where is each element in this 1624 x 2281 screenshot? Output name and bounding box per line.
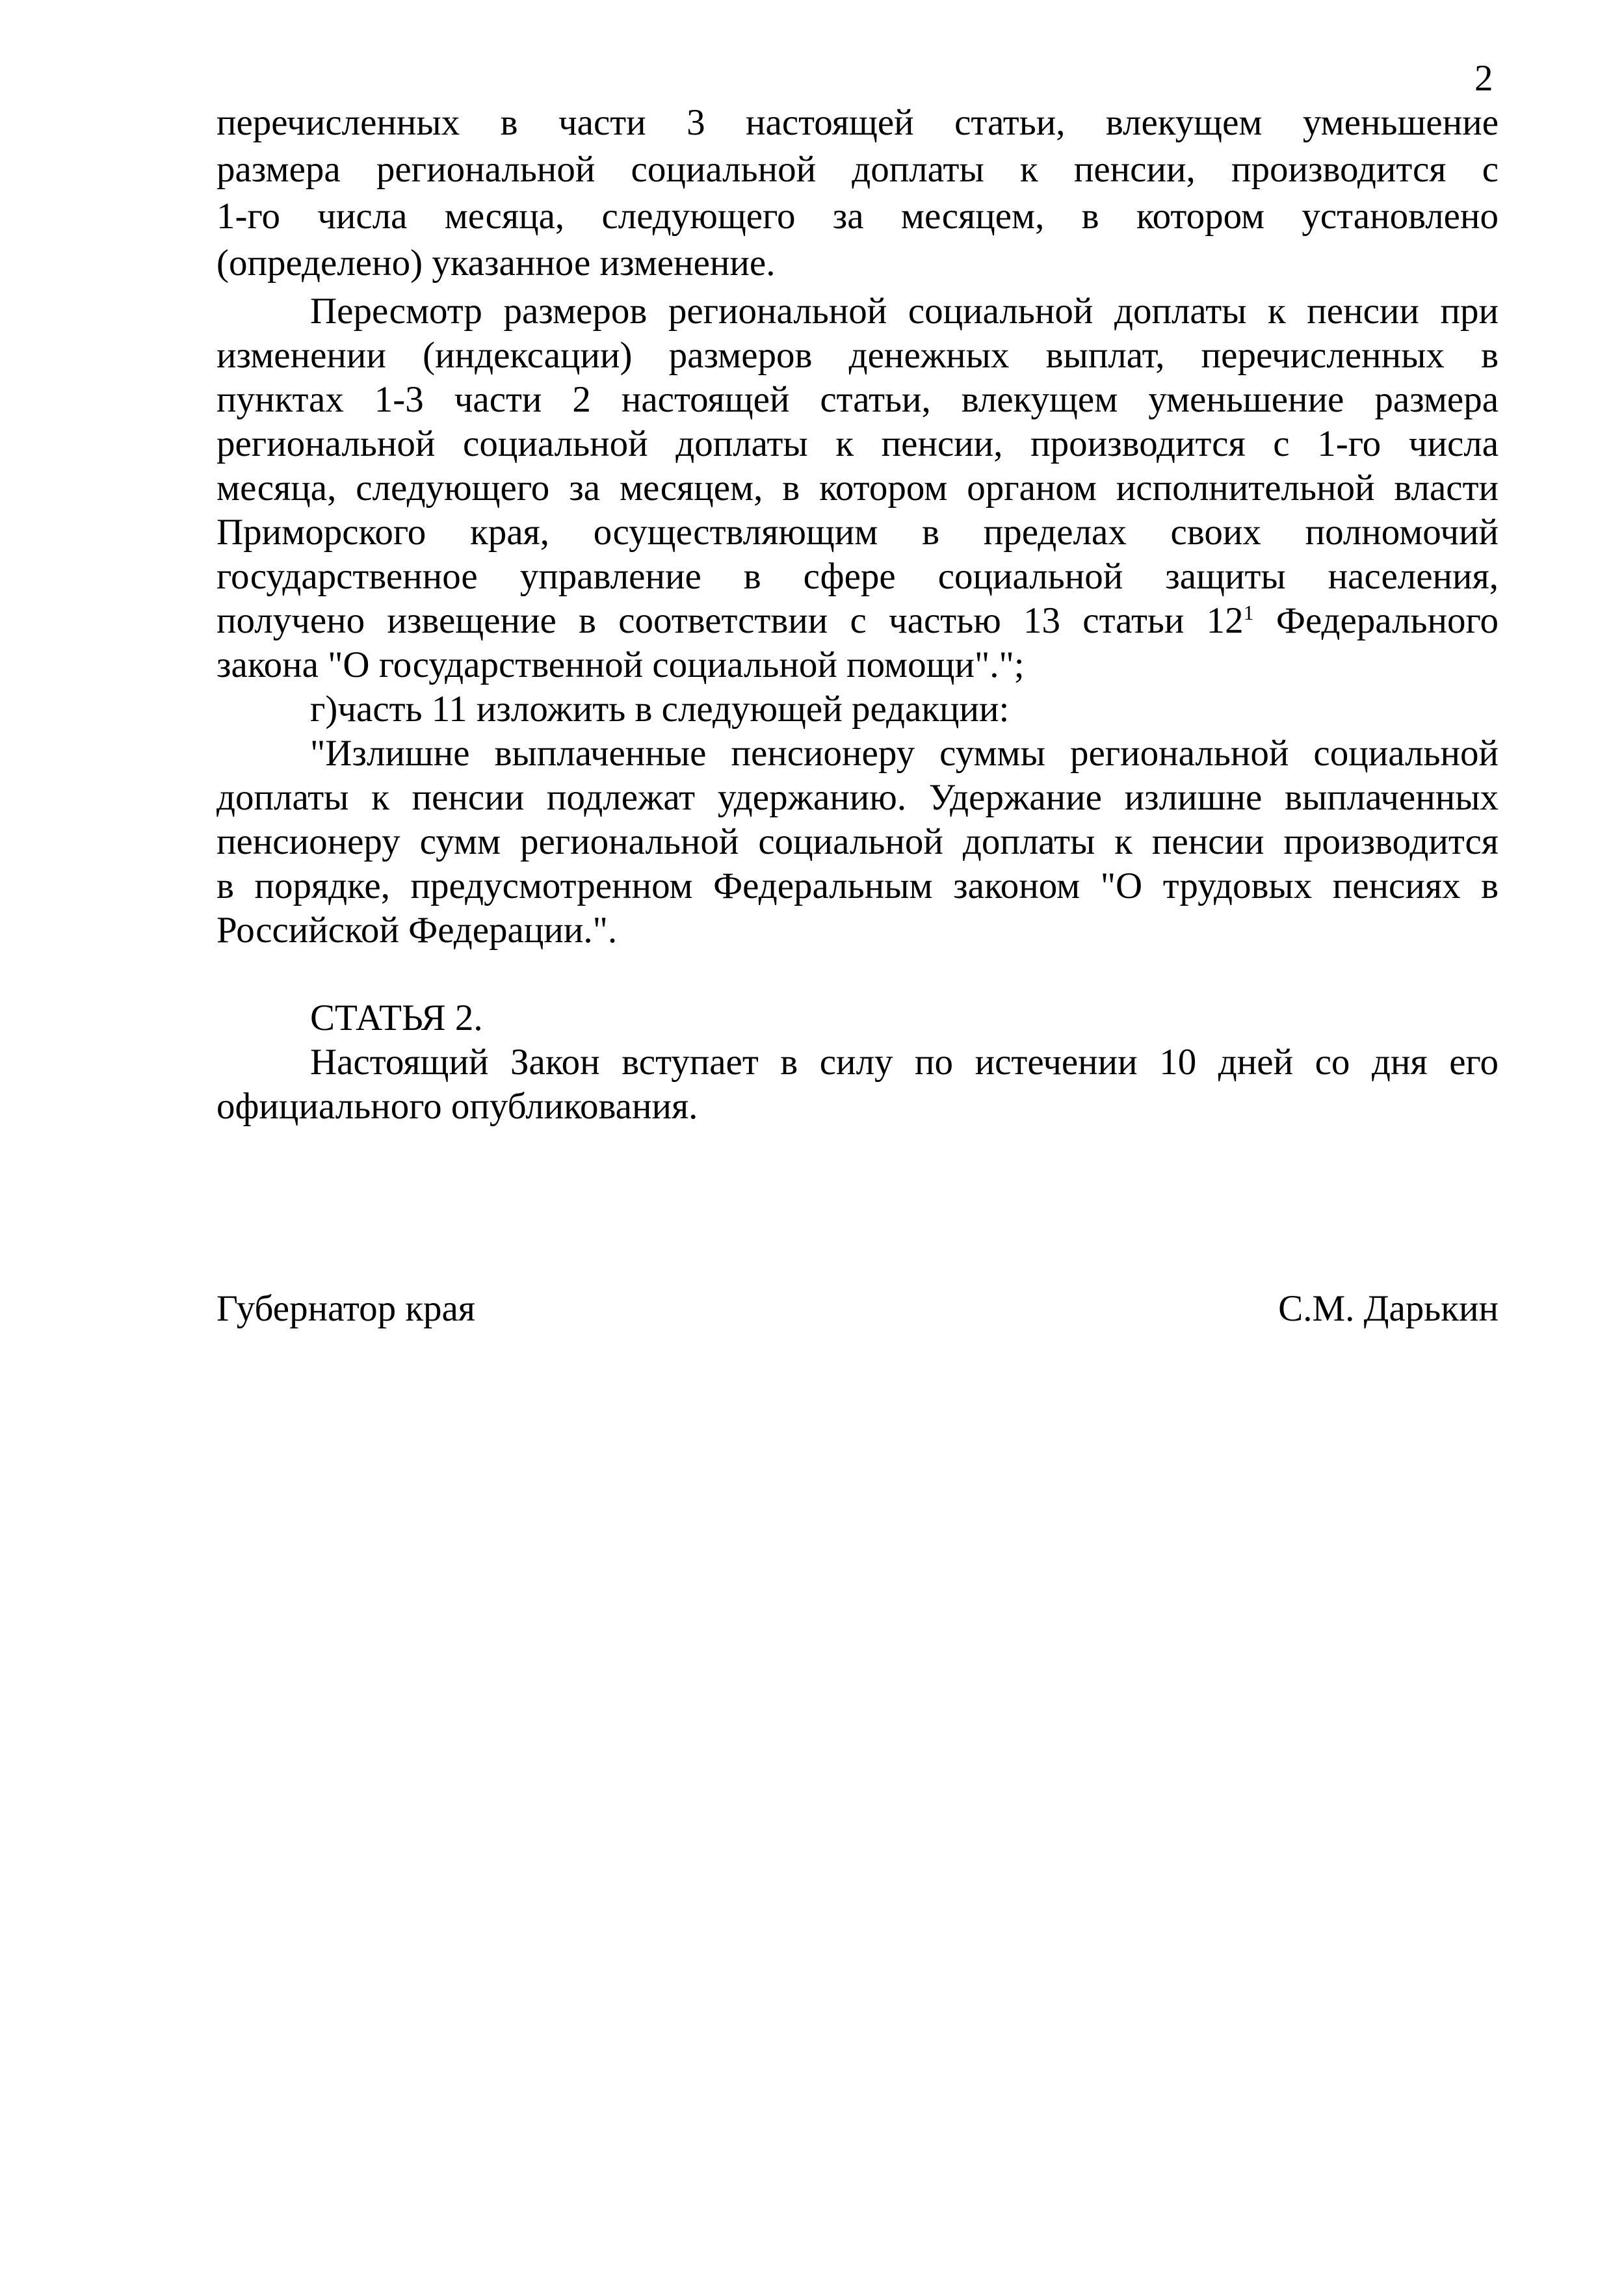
signatory-title: Губернатор края (216, 1288, 476, 1329)
text-line: в порядке, предусмотренном Федеральным законом "О трудовых пенсиях в (216, 865, 1499, 906)
superscript: 1 (1243, 601, 1254, 624)
text-line-main: получено извещение в соответствии с частью 13 статьи 12 (216, 600, 1244, 641)
article-heading: СТАТЬЯ 2. (310, 997, 483, 1038)
page-number: 2 (1474, 58, 1493, 99)
text-line: изменении (индексации) размеров денежных выплат, перечисленных в (216, 335, 1499, 376)
text-line: Пересмотр размеров региональной социальной доплаты к пенсии при (310, 291, 1499, 332)
text-line: Приморского края, осуществляющим в пределах своих полномочий (216, 512, 1499, 553)
text-line: "Излишне выплаченные пенсионеру суммы региональной социальной (310, 733, 1499, 774)
text-line-tail: Федерального (1253, 600, 1499, 641)
text-line: доплаты к пенсии подлежат удержанию. Удержание излишне выплаченных (216, 777, 1499, 818)
text-line: 1-го числа месяца, следующего за месяцем, в котором установлено (216, 196, 1499, 237)
text-line: пенсионеру сумм региональной социальной доплаты к пенсии производится (216, 821, 1499, 862)
text-line: г)часть 11 изложить в следующей редакции: (310, 689, 1010, 730)
text-line: Настоящий Закон вступает в силу по истечении 10 дней со дня его (310, 1042, 1499, 1083)
text-line: закона "О государственной социальной помощи"."; (216, 644, 1025, 685)
signatory-name: С.М. Дарькин (1278, 1288, 1499, 1329)
text-line: Российской Федерации.". (216, 910, 618, 951)
text-line: месяца, следующего за месяцем, в котором органом исполнительной власти (216, 468, 1499, 508)
text-line (216, 599, 1499, 643)
text-line: пунктах 1-3 части 2 настоящей статьи, влекущем уменьшение размера (216, 379, 1499, 420)
text-line: (определено) указанное изменение. (216, 243, 776, 283)
text-line: официального опубликования. (216, 1086, 698, 1127)
text-line: размера региональной социальной доплаты к пенсии, производится с (216, 149, 1499, 190)
text-line: государственное управление в сфере социальной защиты населения, (216, 556, 1499, 597)
text-line: перечисленных в части 3 настоящей статьи, влекущем уменьшение (216, 102, 1499, 143)
text-line: региональной социальной доплаты к пенсии, производится с 1-го числа (216, 423, 1499, 464)
